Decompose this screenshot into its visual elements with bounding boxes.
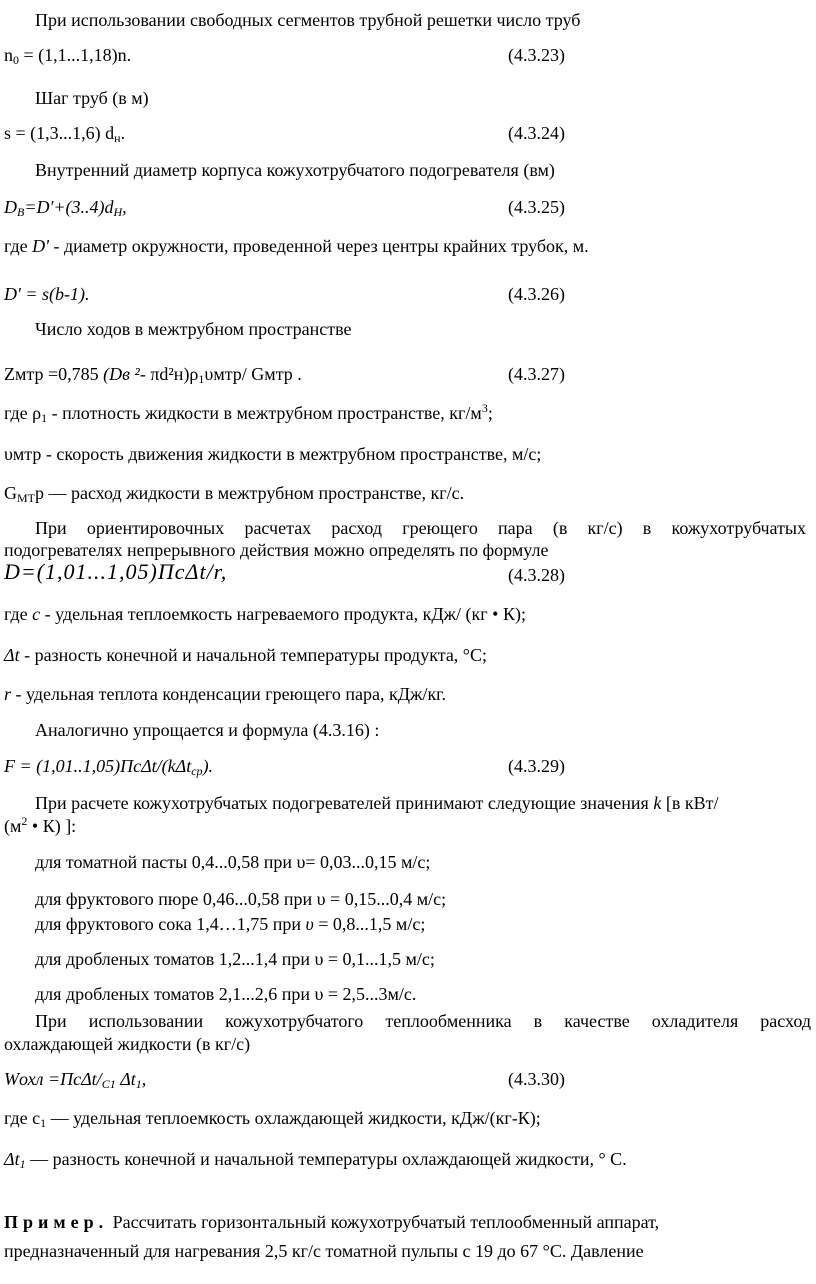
list-item-fruit-puree: для фруктового пюре 0,46...0,58 при υ = 0,15...0,4 м/с; xyxy=(35,889,447,909)
formula-4-3-24: s = (1,3...1,6) $d_н$. xyxy=(4,123,126,145)
equation-number-4-3-23: (4.3.23) xyxy=(508,45,565,65)
paragraph-cooler-line-2: охлаждающей жидкости (в кг/с) xyxy=(4,1034,251,1054)
paragraph-steam-flow-line-1: При ориентировочных расчетах расход греющего пара (в кг/с) в кожухотрубчатых xyxy=(35,518,806,538)
where-clause-coolant-temperature-difference: $\Delta t_1$ — разность конечной и начальной температуры охлаждающей жидкости, ° С. xyxy=(4,1149,627,1171)
equation-number-4-3-29: (4.3.29) xyxy=(508,756,565,776)
equation-number-4-3-24: (4.3.24) xyxy=(508,123,565,143)
equation-number-4-3-28: (4.3.28) xyxy=(508,565,565,585)
paragraph-k-values-line-2: ($м^2$ • К) ]: xyxy=(4,814,77,836)
formula-4-3-30: Wохл $=Пс\Delta t/_{C1}$ $\Delta t_1$, xyxy=(4,1069,147,1091)
paragraph-inner-diameter: Внутренний диаметр корпуса кожухотрубчатого подогревателя (вм) xyxy=(35,160,555,180)
paragraph-cooler-line-1: При использовании кожухотрубчатого теплообменника в качестве охладителя расход xyxy=(35,1011,811,1031)
where-clause-coolant-heat-capacity: где $с_1$ — удельная теплоемкость охлаждающей жидкости, кДж/(кг-К); xyxy=(4,1108,541,1130)
equation-number-4-3-25: (4.3.25) xyxy=(508,197,565,217)
list-item-crushed-tomatoes-2: для дробленых томатов 2,1...2,6 при υ = 2,5...3м/с. xyxy=(35,984,417,1004)
where-clause-flow-rate: $G_{МТ}р$ — расход жидкости в межтрубном пространстве, кг/с. xyxy=(4,483,465,505)
paragraph-steam-flow-line-2: подогревателях непрерывного действия можно определять по формуле xyxy=(4,540,549,560)
list-item-crushed-tomatoes-1: для дробленых томатов 1,2...1,4 при υ = 0,1...1,5 м/с; xyxy=(35,949,435,969)
formula-4-3-28: D=(1,01...1,05)ПсΔt/r, xyxy=(4,559,228,584)
formula-4-3-23: $n_0 = (1,1...1,18)n$. xyxy=(4,45,132,67)
where-clause-temperature-difference: Δt - разность конечной и начальной температуры продукта, °С; xyxy=(4,645,488,665)
paragraph-simplified-formula: Аналогично упрощается и формула (4.3.16) : xyxy=(35,720,380,740)
example-line-1: Пример. Рассчитать горизонтальный кожухотрубчатый теплообменный аппарат, xyxy=(4,1212,660,1232)
formula-4-3-27: Zмтр =0,785 (Dв ²- $\pi d^2н)\rho_1\upsilon мтр/$ Gмтр . xyxy=(4,364,302,386)
paragraph-tube-pitch: Шаг труб (в м) xyxy=(35,88,149,108)
paragraph-k-values-line-1: При расчете кожухотрубчатых подогревателей принимают следующие значения k [в кВт/ xyxy=(35,793,719,813)
list-item-tomato-paste: для томатной пасты 0,4...0,58 при υ= 0,03...0,15 м/с; xyxy=(35,852,431,872)
equation-number-4-3-27: (4.3.27) xyxy=(508,364,565,384)
where-clause-heat-capacity: где c - удельная теплоемкость нагреваемого продукта, кДж/ (кг • К); xyxy=(4,604,526,624)
example-line-2: предназначенный для нагревания 2,5 кг/с томатной пульпы с 19 до 67 °С. Давление xyxy=(4,1241,644,1261)
where-clause-condensation-heat: r - удельная теплота конденсации греющего пара, кДж/кг. xyxy=(4,684,447,704)
paragraph-passes-count: Число ходов в межтрубном пространстве xyxy=(35,319,352,339)
list-item-fruit-juice: для фруктового сока 1,4…1,75 при υ = 0,8...1,5 м/с; xyxy=(35,914,426,934)
example-label: Пример. xyxy=(4,1212,109,1232)
where-clause-density: где $\rho_1$ - плотность жидкости в межтрубном пространстве, $кг/м^3$; xyxy=(4,401,493,425)
where-clause-velocity: υмтр - скорость движения жидкости в межтрубном пространстве, м/с; xyxy=(4,444,542,464)
formula-4-3-25: $D_B=D'+(3..4)d_H$, xyxy=(4,197,127,219)
equation-number-4-3-26: (4.3.26) xyxy=(508,284,565,304)
formula-4-3-29: F = (1,01..1,05)ПсΔt/(kΔt$_{ср}$). xyxy=(4,756,214,778)
where-clause-d-prime: где D' - диаметр окружности, проведенной через центры крайних трубок, м. xyxy=(4,236,589,256)
equation-number-4-3-30: (4.3.30) xyxy=(508,1069,565,1089)
paragraph-tube-count: При использовании свободных сегментов трубной решетки число труб xyxy=(35,10,581,30)
formula-4-3-26: D' = s(b-1). xyxy=(4,284,90,304)
